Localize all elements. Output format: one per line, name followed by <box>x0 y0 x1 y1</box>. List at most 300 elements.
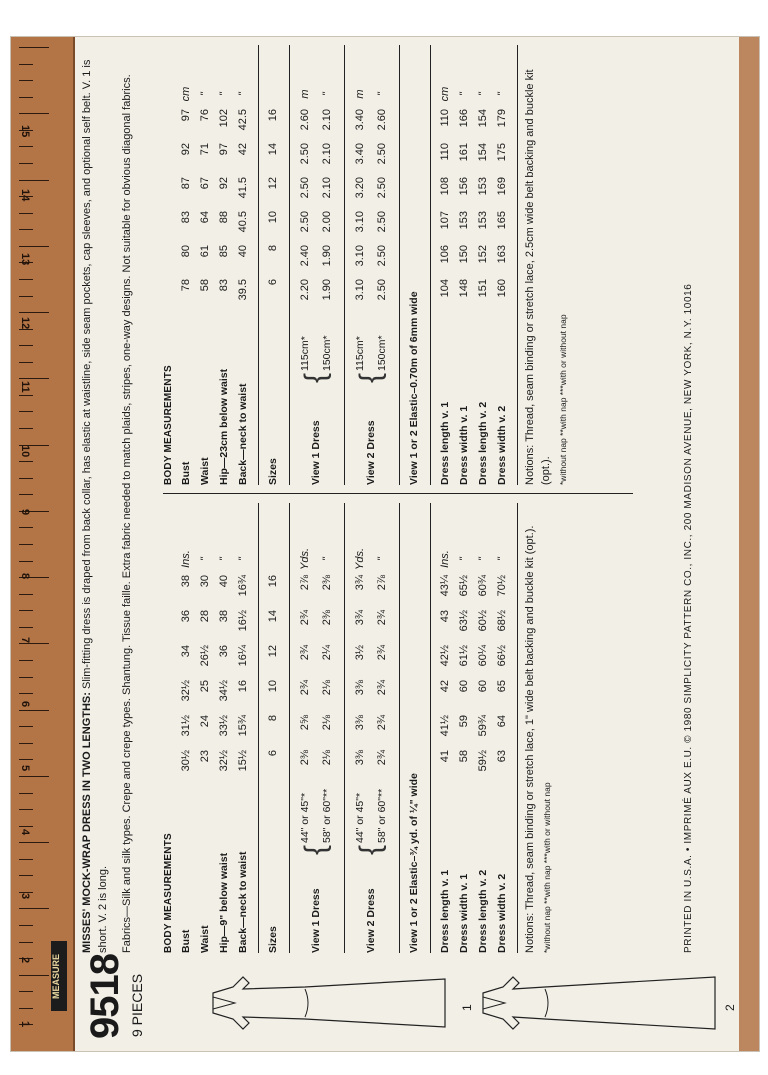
metric-sizes-row <box>263 45 283 485</box>
imperial-measurement-unit: Ins. <box>179 550 192 568</box>
ruler-tick <box>19 296 33 297</box>
metric-separator <box>258 45 259 485</box>
imperial-measurement-value: 40 <box>217 575 230 588</box>
metric-fabric-yardage: 3.10 <box>354 211 366 233</box>
metric-separator <box>399 45 400 485</box>
ruler-tick <box>19 594 33 595</box>
metric-fabric-row <box>349 79 371 313</box>
metric-measurement-row <box>176 45 195 485</box>
imperial-separator <box>344 503 345 953</box>
ruler-tick <box>19 163 33 164</box>
ruler-number: 13 <box>19 253 31 266</box>
metric-measurement-unit: " <box>198 92 211 96</box>
imperial-measurement-value: 15¾ <box>236 715 249 737</box>
imperial-fabric-row <box>294 543 316 785</box>
imperial-measurement-value: 26½ <box>198 645 211 667</box>
imperial-measurement-value: 31½ <box>179 715 192 737</box>
imperial-fabric-row <box>316 543 338 785</box>
pattern-number: 9518 <box>83 954 127 1039</box>
ruler-tick <box>19 693 33 694</box>
metric-measurement-value: 78 <box>179 279 192 292</box>
imperial-length-value: 43 <box>438 610 451 623</box>
metric-size-value: 14 <box>267 143 279 156</box>
imperial-length-value: 43¼ <box>438 575 451 597</box>
metric-chart <box>163 45 663 485</box>
metric-fabric-width: 150cm* <box>376 335 388 371</box>
metric-length-value: 165 <box>495 211 508 230</box>
imperial-measurement-label: Hip—9" below waist <box>217 852 230 953</box>
metric-fabric-yardage: 2.50 <box>376 177 388 199</box>
imperial-fabric-yardage: 2⅛ <box>321 750 333 766</box>
ruler-number: 8 <box>19 573 31 580</box>
metric-separator <box>517 45 518 485</box>
ruler-tick <box>19 975 49 976</box>
metric-measurement-row <box>233 45 252 485</box>
metric-measurement-value: 41.5 <box>236 177 249 199</box>
ruler-number: 15 <box>19 125 31 138</box>
metric-measurement-value: 80 <box>179 245 192 258</box>
metric-length-row <box>435 45 454 485</box>
imperial-size-value: 8 <box>267 715 279 722</box>
imperial-fabric-width: 58" or 60"** <box>321 788 333 843</box>
imperial-fabric-unit: " <box>376 557 388 561</box>
ruler-tick <box>19 793 33 794</box>
imperial-measurement-value: 24 <box>198 715 211 728</box>
imperial-fabric-yardage: 2¾ <box>376 610 388 626</box>
imperial-measurement-value: 16¾ <box>236 575 249 597</box>
imperial-length-value: 60¼ <box>476 645 489 667</box>
ruler-tick <box>19 1008 33 1009</box>
metric-measurement-value: 64 <box>198 211 211 224</box>
metric-length-value: 160 <box>495 279 508 298</box>
metric-fabric-yardage: 2.50 <box>376 211 388 233</box>
ruler-tick <box>19 726 33 727</box>
pattern-description-text: Slim-fitting dress is draped from back collar, has elastic at waistline, side seam pockets, cap sleeves, and optional self belt. V. 1 is short. V. 2 is long. <box>81 59 109 953</box>
metric-length-value: 108 <box>438 177 451 196</box>
imperial-length-unit: " <box>495 557 508 561</box>
metric-fabric-unit: " <box>321 92 333 96</box>
imperial-measurement-value: 32½ <box>179 680 192 702</box>
imperial-fabric-width: 44" or 45"* <box>299 792 311 843</box>
imperial-fabric-grid <box>294 543 338 785</box>
imperial-length-label: Dress length v. 1 <box>438 869 451 953</box>
metric-length-value: 148 <box>457 279 470 298</box>
imperial-fabric-yardage: 2⅜ <box>299 750 311 766</box>
imperial-notions: Notions: Thread, seam binding or stretch lace, 1" wide belt backing and buckle kit (opt.). <box>524 525 536 953</box>
metric-measurement-value: 92 <box>217 177 230 190</box>
imperial-fabric-yardage: 3⅜ <box>354 680 366 696</box>
imperial-measurement-row <box>176 503 195 953</box>
imperial-sizes-row <box>263 503 283 953</box>
metric-length-row <box>473 45 492 485</box>
imperial-separator <box>289 503 290 953</box>
ruler-tick <box>19 859 33 860</box>
metric-size-value: 10 <box>267 211 279 224</box>
sketch-number-1: 1 <box>460 1004 474 1011</box>
imperial-fabric-yardage: 2¾ <box>376 645 388 661</box>
ruler-tick <box>19 64 33 65</box>
ruler-tick <box>19 97 33 98</box>
imperial-fabric-row <box>349 543 371 785</box>
metric-measurement-value: 76 <box>198 109 211 122</box>
ruler-tick <box>19 925 33 926</box>
metric-fabric-yardage: 3.40 <box>354 143 366 165</box>
imperial-length-label: Dress length v. 2 <box>476 869 489 953</box>
metric-length-row <box>492 45 511 485</box>
imperial-measurement-value: 28 <box>198 610 211 623</box>
ruler-tick <box>19 643 49 644</box>
metric-fabric-width: 115cm* <box>354 336 366 371</box>
metric-fabric-view-label: View 1 Dress <box>310 420 322 485</box>
imperial-separator <box>430 503 431 953</box>
metric-measurement-label: Back—neck to waist <box>236 383 249 485</box>
ruler-number: 7 <box>19 637 31 644</box>
imperial-length-value: 59¾ <box>476 715 489 737</box>
imperial-measurement-value: 16½ <box>236 610 249 632</box>
ruler-tick <box>19 180 49 181</box>
metric-measurement-value: 102 <box>217 109 230 128</box>
imperial-fabric-yardage: 2⅛ <box>321 680 333 696</box>
ruler-tick <box>19 809 33 810</box>
imperial-fabric-unit: Yds. <box>354 548 366 571</box>
imperial-fabric-row <box>371 543 393 785</box>
metric-fabric-yardage: 2.50 <box>376 245 388 267</box>
imperial-fabric-yardage: 3¾ <box>354 610 366 626</box>
metric-size-value: 16 <box>267 109 279 122</box>
ruler-tick <box>19 544 33 545</box>
metric-fabric-grid <box>349 79 393 313</box>
metric-fabric-yardage: 2.60 <box>299 109 311 131</box>
ruler-number: 14 <box>19 189 31 202</box>
metric-measurement-value: 97 <box>179 109 192 122</box>
ruler-number: 10 <box>19 445 31 458</box>
ruler-tick <box>19 478 33 479</box>
piece-count: 9 PIECES <box>129 973 145 1037</box>
metric-fabric-view-block <box>349 45 393 485</box>
imperial-fabric-grid <box>349 543 393 785</box>
ruler-tick <box>19 213 33 214</box>
metric-body-title: BODY MEASUREMENTS <box>163 365 174 485</box>
metric-length-label: Dress length v. 2 <box>476 401 489 485</box>
imperial-length-value: 60 <box>476 680 489 693</box>
metric-length-unit: cm <box>438 86 451 102</box>
metric-measurement-value: 67 <box>198 177 211 190</box>
metric-fabric-yardage: 2.50 <box>299 211 311 233</box>
imperial-length-row <box>435 503 454 953</box>
imperial-footnote: *without nap **with nap ***with or without nap <box>542 782 552 953</box>
metric-length-value: 153 <box>457 211 470 230</box>
imperial-measurement-label: Bust <box>179 929 192 953</box>
metric-brace: { <box>299 372 332 383</box>
imperial-fabric-yardage: 3⅜ <box>354 750 366 766</box>
ruler-tick <box>19 146 33 147</box>
ruler-tick <box>19 942 33 943</box>
metric-fabric-widths <box>349 313 393 371</box>
ruler-tick <box>19 991 33 992</box>
imperial-length-value: 65½ <box>457 575 470 597</box>
metric-fabric-yardage: 2.50 <box>376 279 388 301</box>
imperial-length-row <box>473 503 492 953</box>
imperial-length-value: 41½ <box>438 715 451 737</box>
metric-footnote: *without nap **with nap ***with or without nap <box>558 314 568 485</box>
imperial-size-value: 12 <box>267 645 279 658</box>
imperial-separator <box>258 503 259 953</box>
imperial-brace: { <box>354 844 387 855</box>
imperial-length-unit: " <box>457 557 470 561</box>
metric-fabric-yardage: 3.10 <box>354 245 366 267</box>
metric-measurement-value: 42 <box>236 143 249 156</box>
ruler-tick <box>19 229 33 230</box>
ruler-tick <box>19 759 33 760</box>
imperial-fabric-yardage: 2⅜ <box>321 610 333 626</box>
ruler-tick <box>19 395 33 396</box>
metric-length-value: 150 <box>457 245 470 264</box>
metric-separator <box>344 45 345 485</box>
metric-length-unit: " <box>495 92 508 96</box>
imperial-length-value: 59½ <box>476 750 489 772</box>
metric-fabric-view-label: View 2 Dress <box>365 420 377 485</box>
imperial-measurement-value: 33½ <box>217 715 230 737</box>
metric-length-value: 154 <box>476 109 489 128</box>
fabric-recommendations: Fabrics—Silk and silk types. Crepe and crepe types. Shantung. Tissue faille. Extra fabric needed to match plaids, stripes, one-way designs. Not suitable for obvious diagonal fabrics. <box>121 74 133 953</box>
metric-measurement-value: 92 <box>179 143 192 156</box>
ruler-number: 6 <box>19 701 31 708</box>
metric-fabric-view-block <box>294 45 338 485</box>
ruler-tick <box>19 279 33 280</box>
imperial-measurement-value: 36 <box>179 610 192 623</box>
imperial-measurement-value: 25 <box>198 680 211 693</box>
imperial-fabric-view-label: View 1 Dress <box>310 888 322 953</box>
metric-fabric-width: 115cm* <box>299 336 311 371</box>
ruler-tick <box>19 660 33 661</box>
ruler-tick <box>19 610 33 611</box>
imperial-size-value: 10 <box>267 680 279 693</box>
imperial-size-value: 6 <box>267 750 279 757</box>
ruler-number: 1 <box>19 1021 31 1028</box>
metric-measurement-value: 39.5 <box>236 279 249 301</box>
metric-fabric-yardage: 2.10 <box>321 177 333 199</box>
metric-fabric-width: 150cm* <box>321 335 333 371</box>
imperial-sizes-label: Sizes <box>267 926 279 953</box>
ruler-number: 11 <box>19 381 31 393</box>
imperial-length-value: 60¾ <box>476 575 489 597</box>
ruler-tick <box>19 378 49 379</box>
imperial-length-value: 63½ <box>457 610 470 632</box>
imperial-fabric-yardage: 2¼ <box>321 645 333 661</box>
imperial-fabric-yardage: 2⅝ <box>299 715 311 731</box>
metric-measurement-value: 83 <box>217 279 230 292</box>
metric-length-value: 175 <box>495 143 508 162</box>
metric-fabric-yardage: 3.10 <box>354 279 366 301</box>
metric-measurement-row <box>195 45 214 485</box>
imperial-measurement-unit: " <box>236 557 249 561</box>
ruler-tick <box>19 842 49 843</box>
imperial-length-value: 70½ <box>495 575 508 597</box>
dress-sketch-view-2 <box>475 963 725 1043</box>
imperial-fabric-yardage: 2⅞ <box>376 575 388 591</box>
imperial-length-value: 60 <box>457 680 470 693</box>
metric-fabric-unit: " <box>376 92 388 96</box>
imperial-measurement-label: Waist <box>198 925 211 953</box>
metric-fabric-yardage: 3.20 <box>354 177 366 199</box>
imperial-fabric-yardage: 3½ <box>354 645 366 661</box>
imperial-separator <box>399 503 400 953</box>
imperial-fabric-yardage: 2¾ <box>299 645 311 661</box>
imperial-fabric-yardage: 2¾ <box>376 680 388 696</box>
imperial-measurement-value: 16 <box>236 680 249 693</box>
ruler-tick <box>19 743 33 744</box>
imperial-measurement-row <box>195 503 214 953</box>
ruler-tick <box>19 527 33 528</box>
imperial-brace: { <box>299 844 332 855</box>
ruler-tick <box>19 47 49 48</box>
imperial-length-row <box>492 503 511 953</box>
metric-fabric-yardage: 3.40 <box>354 109 366 131</box>
ruler-number: 5 <box>19 765 31 772</box>
imperial-body-title: BODY MEASUREMENTS <box>163 833 174 953</box>
metric-length-value: 154 <box>476 143 489 162</box>
metric-fabric-yardage: 2.00 <box>321 211 333 233</box>
imperial-fabric-widths <box>294 785 338 843</box>
metric-brace: { <box>354 372 387 383</box>
measuring-ruler <box>11 37 75 1051</box>
metric-measurement-value: 40 <box>236 245 249 258</box>
imperial-measurement-value: 16¼ <box>236 645 249 667</box>
column-divider <box>163 493 633 494</box>
metric-length-unit: " <box>457 92 470 96</box>
metric-length-value: 153 <box>476 211 489 230</box>
metric-measurement-unit: " <box>236 92 249 96</box>
imperial-fabric-unit: " <box>321 557 333 561</box>
metric-length-value: 151 <box>476 279 489 298</box>
metric-length-value: 106 <box>438 245 451 264</box>
metric-length-value: 156 <box>457 177 470 196</box>
ruler-tick <box>19 561 33 562</box>
metric-measurement-row <box>214 45 233 485</box>
metric-fabric-yardage: 2.10 <box>321 143 333 165</box>
metric-measurement-value: 61 <box>198 245 211 258</box>
imperial-fabric-widths <box>349 785 393 843</box>
metric-length-value: 166 <box>457 109 470 128</box>
ruler-tick <box>19 80 33 81</box>
imperial-measurement-value: 30 <box>198 575 211 588</box>
dress-sketch-view-1 <box>205 963 455 1043</box>
ruler-tick <box>19 312 49 313</box>
metric-measurement-value: 87 <box>179 177 192 190</box>
metric-length-label: Dress width v. 1 <box>457 405 470 485</box>
imperial-measurement-value: 15½ <box>236 750 249 772</box>
imperial-measurement-value: 34½ <box>217 680 230 702</box>
imperial-length-value: 42½ <box>438 645 451 667</box>
metric-fabric-row <box>294 79 316 313</box>
imperial-length-value: 59 <box>457 715 470 728</box>
metric-length-value: 104 <box>438 279 451 298</box>
metric-measurement-value: 40.5 <box>236 211 249 233</box>
metric-measurement-value: 83 <box>179 211 192 224</box>
imperial-fabric-view-block <box>294 503 338 953</box>
ruler-tick <box>19 428 33 429</box>
imperial-measurement-row <box>233 503 252 953</box>
metric-fabric-yardage: 2.40 <box>299 245 311 267</box>
metric-fabric-unit: m <box>299 89 311 99</box>
imperial-fabric-yardage: 2⅜ <box>321 575 333 591</box>
metric-measurement-unit: cm <box>179 86 192 102</box>
ruler-tick <box>19 345 33 346</box>
ruler-number: 4 <box>19 829 31 836</box>
imperial-separator <box>517 503 518 953</box>
metric-measurement-value: 88 <box>217 211 230 224</box>
imperial-measurement-value: 38 <box>217 610 230 623</box>
imperial-size-value: 16 <box>267 575 279 588</box>
ruler-number: 2 <box>19 957 31 964</box>
imperial-length-value: 41 <box>438 750 451 763</box>
imperial-length-value: 58 <box>457 750 470 763</box>
metric-length-row <box>454 45 473 485</box>
ruler-tick <box>19 875 33 876</box>
imperial-elastic-note: View 1 or 2 Elastic–¾ yd. of ¼" wide <box>408 773 420 953</box>
metric-measurement-value: 85 <box>217 245 230 258</box>
ruler-tick <box>19 776 49 777</box>
metric-measurement-value: 42.5 <box>236 109 249 131</box>
imperial-length-value: 61½ <box>457 645 470 667</box>
imperial-measurement-unit: " <box>198 557 211 561</box>
sketch-number-2: 2 <box>723 1004 737 1011</box>
metric-length-unit: " <box>476 92 489 96</box>
imperial-fabric-yardage: 3⅜ <box>354 715 366 731</box>
ruler-tick <box>19 113 49 114</box>
metric-length-label: Dress length v. 1 <box>438 401 451 485</box>
ruler-tick <box>19 246 49 247</box>
ruler-brand-label: MEASURE <box>51 941 67 1011</box>
metric-length-value: 169 <box>495 177 508 196</box>
imperial-length-value: 60½ <box>476 610 489 632</box>
imperial-length-value: 64 <box>495 715 508 728</box>
metric-notions: Notions: Thread, seam binding or stretch lace, 2.5cm wide belt backing and buckle kit (opt.). <box>524 69 552 485</box>
imperial-fabric-yardage: 2¾ <box>376 750 388 766</box>
imperial-length-value: 63 <box>495 750 508 763</box>
ruler-tick <box>19 627 33 628</box>
metric-length-value: 161 <box>457 143 470 162</box>
imperial-fabric-yardage: 2⅞ <box>299 575 311 591</box>
pattern-envelope-scan <box>10 36 760 1052</box>
metric-size-value: 12 <box>267 177 279 190</box>
metric-size-value: 6 <box>267 279 279 286</box>
metric-elastic-note: View 1 or 2 Elastic–0.70m of 6mm wide <box>408 291 420 485</box>
metric-fabric-yardage: 1.90 <box>321 245 333 267</box>
imperial-measurement-unit: " <box>217 557 230 561</box>
imperial-fabric-yardage: 2⅛ <box>321 715 333 731</box>
metric-length-value: 179 <box>495 109 508 128</box>
metric-length-value: 110 <box>438 143 451 161</box>
metric-fabric-yardage: 2.60 <box>376 109 388 131</box>
imperial-length-row <box>454 503 473 953</box>
metric-measurement-value: 71 <box>198 143 211 156</box>
imperial-measurement-value: 32½ <box>217 750 230 772</box>
metric-length-value: 153 <box>476 177 489 196</box>
imperial-length-value: 68½ <box>495 610 508 632</box>
imperial-fabric-yardage: 2¾ <box>299 610 311 626</box>
imperial-measurement-label: Back—neck to waist <box>236 851 249 953</box>
imperial-chart <box>163 503 663 953</box>
imperial-fabric-view-label: View 2 Dress <box>365 888 377 953</box>
metric-fabric-yardage: 2.50 <box>299 177 311 199</box>
imperial-measurement-value: 38 <box>179 575 192 588</box>
imperial-measurement-value: 23 <box>198 750 211 763</box>
metric-fabric-yardage: 2.50 <box>376 143 388 165</box>
metric-measurement-value: 97 <box>217 143 230 156</box>
rotated-content <box>75 37 741 1051</box>
imperial-fabric-yardage: 2¾ <box>376 715 388 731</box>
